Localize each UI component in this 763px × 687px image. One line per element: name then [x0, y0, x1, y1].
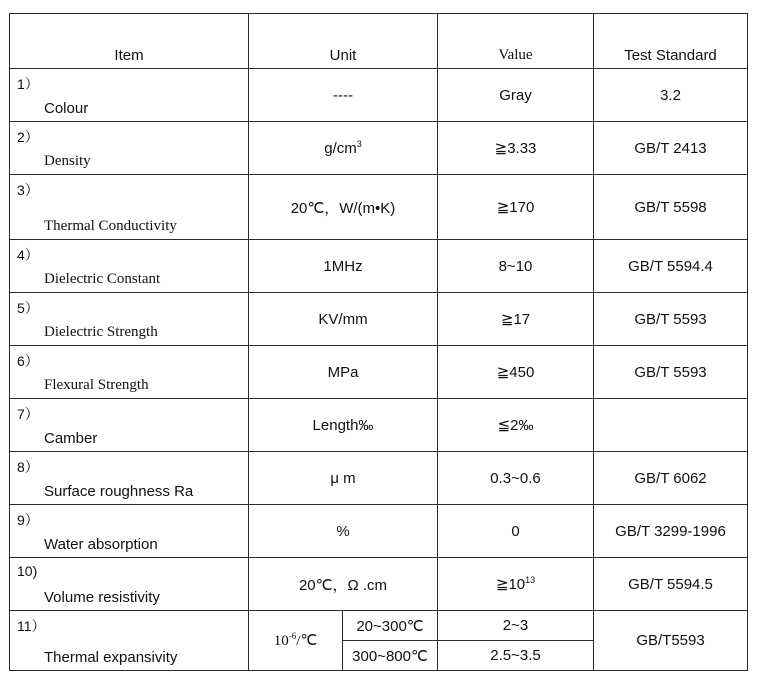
standard-cell: 3.2 [594, 69, 748, 122]
item-cell [10, 452, 249, 505]
value-cell [438, 122, 594, 175]
unit-cell [249, 122, 438, 175]
standard-cell: GB/T5593 [594, 611, 748, 671]
header-standard: Test Standard [594, 14, 748, 69]
value-cell [438, 346, 594, 399]
value-number: 17 [513, 310, 531, 328]
item-number: 6） [17, 353, 39, 369]
item-number: 4） [17, 247, 39, 263]
item-number: 1） [17, 76, 39, 92]
value-cell: 2.5~3.5 [438, 641, 594, 671]
item-cell [10, 69, 249, 122]
value-number: 450 [509, 363, 535, 381]
comparison-symbol: ≧ [496, 364, 510, 381]
comparison-symbol: ≧ [494, 140, 508, 157]
item-number: 11） [17, 618, 46, 634]
item-cell [10, 175, 249, 240]
value-number: 2‰ [510, 416, 534, 434]
standard-cell: GB/T 5594.4 [594, 240, 748, 293]
value-cell [438, 175, 594, 240]
unit-cell: ---- [249, 69, 438, 122]
value-cell: 0 [438, 505, 594, 558]
item-number: 3） [17, 182, 39, 198]
range-cell: 300~800℃ [343, 641, 438, 671]
item-number: 5） [17, 300, 39, 316]
item-name: Water absorption [44, 536, 158, 553]
standard-cell [594, 399, 748, 452]
value-cell [438, 293, 594, 346]
item-number: 9） [17, 512, 39, 528]
item-name: Surface roughness Ra [44, 483, 194, 500]
item-number: 7） [17, 406, 39, 422]
item-cell [10, 122, 249, 175]
item-cell [10, 346, 249, 399]
standard-cell: GB/T 5598 [594, 175, 748, 240]
unit-cell: KV/mm [249, 293, 438, 346]
range-cell: 20~300℃ [343, 611, 438, 641]
comparison-symbol: ≧ [496, 199, 510, 216]
unit-suffix: /℃ [296, 633, 318, 649]
unit-cell: 20℃，Ω .cm [249, 558, 438, 611]
standard-cell: GB/T 5594.5 [594, 558, 748, 611]
header-value: Value [438, 14, 594, 69]
table-row [10, 240, 748, 293]
item-number: 10) [17, 563, 38, 579]
item-name: Thermal expansivity [44, 649, 178, 666]
item-name: Flexural Strength [44, 377, 149, 393]
standard-cell: GB/T 5593 [594, 346, 748, 399]
item-name: Volume resistivity [44, 589, 160, 606]
value-number: 10 [508, 575, 526, 593]
table-row [10, 505, 748, 558]
comparison-symbol: ≧ [500, 311, 514, 328]
standard-cell: GB/T 3299-1996 [594, 505, 748, 558]
comparison-symbol: ≧ [495, 576, 509, 593]
unit-base: 10 [273, 633, 289, 649]
standard-cell: GB/T 6062 [594, 452, 748, 505]
value-cell: 2~3 [438, 611, 594, 641]
unit-cell: μ m [249, 452, 438, 505]
table-row [10, 175, 748, 240]
standard-cell: GB/T 2413 [594, 122, 748, 175]
value-number: 170 [509, 198, 535, 216]
properties-table [9, 13, 748, 671]
unit-cell: 20℃，W/(m•K) [249, 175, 438, 240]
table-row [10, 122, 748, 175]
item-name: Density [44, 153, 91, 169]
value-cell [438, 558, 594, 611]
header-row [10, 14, 748, 69]
item-number: 8） [17, 459, 39, 475]
header-unit: Unit [249, 14, 438, 69]
table-row [10, 346, 748, 399]
item-cell [10, 240, 249, 293]
value-cell: 0.3~0.6 [438, 452, 594, 505]
unit-cell: 1MHz [249, 240, 438, 293]
table-row [10, 611, 748, 641]
unit-text: g/cm [324, 139, 357, 157]
item-name: Thermal Conductivity [44, 218, 177, 234]
value-number: 3.33 [507, 139, 537, 157]
header-item: Item [10, 14, 249, 69]
comparison-symbol: ≦ [497, 417, 511, 434]
unit-cell: % [249, 505, 438, 558]
item-cell [10, 293, 249, 346]
standard-cell: GB/T 5593 [594, 293, 748, 346]
item-cell [10, 558, 249, 611]
table-row [10, 558, 748, 611]
item-cell [10, 505, 249, 558]
item-cell [10, 611, 249, 671]
value-cell: 8~10 [438, 240, 594, 293]
unit-cell: Length‰ [249, 399, 438, 452]
item-name: Camber [44, 430, 98, 447]
item-cell [10, 399, 249, 452]
unit-superscript: 3 [356, 138, 362, 149]
item-name: Colour [44, 100, 89, 117]
unit-exponent: -6 [288, 631, 297, 641]
table-row [10, 293, 748, 346]
item-name: Dielectric Constant [44, 271, 161, 287]
table-row [10, 69, 748, 122]
item-number: 2） [17, 129, 39, 145]
unit-cell: MPa [249, 346, 438, 399]
value-cell [438, 399, 594, 452]
table-row [10, 452, 748, 505]
table-row [10, 399, 748, 452]
value-cell: Gray [438, 69, 594, 122]
item-name: Dielectric Strength [44, 324, 158, 340]
unit-cell [249, 611, 343, 671]
value-superscript: 13 [525, 574, 536, 585]
